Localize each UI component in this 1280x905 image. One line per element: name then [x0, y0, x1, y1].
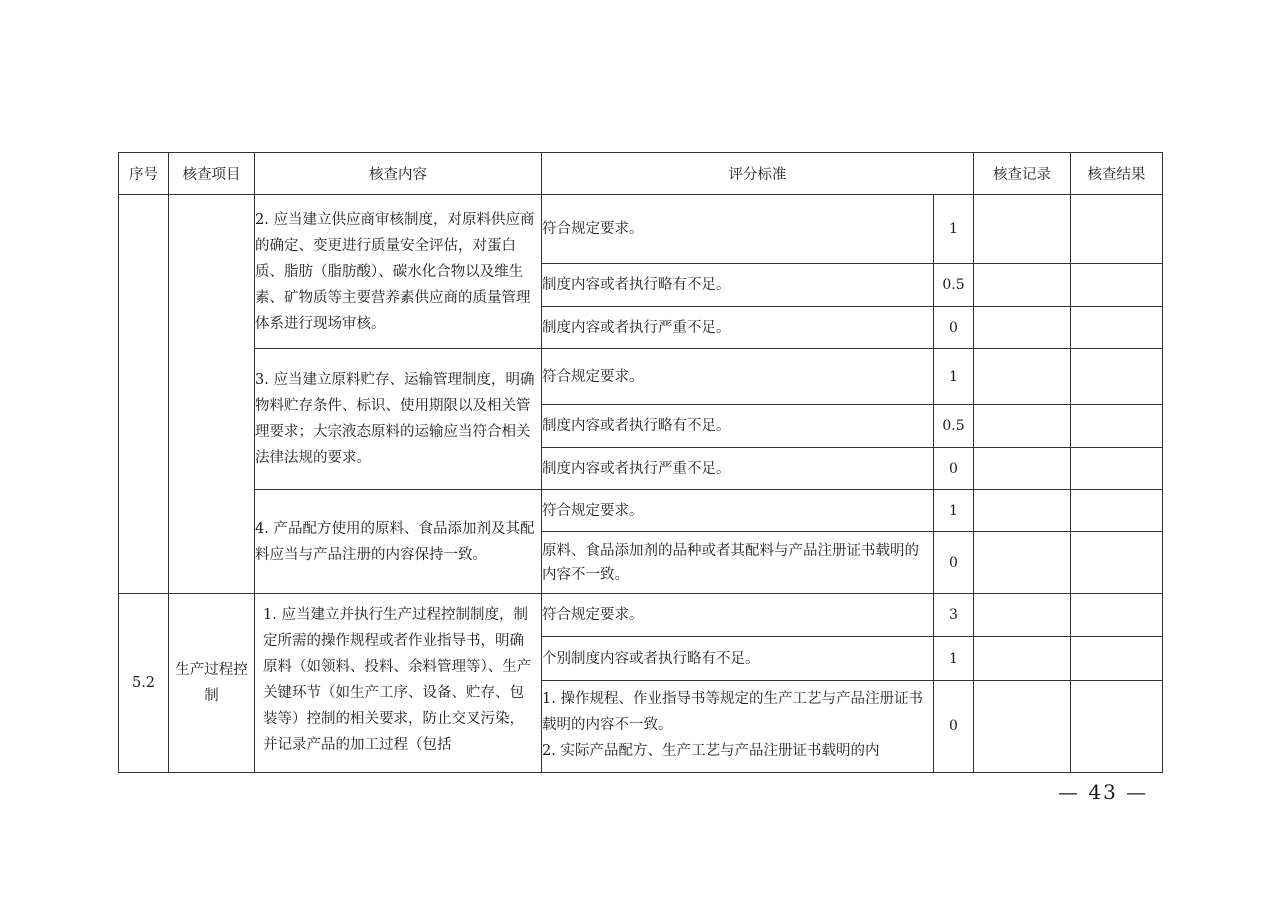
content-cell: 3. 应当建立原料贮存、运输管理制度，明确物料贮存条件、标识、使用期限以及相关管理要求；大宗液态原料的运输应当符合相关法律法规的要求。	[255, 349, 542, 490]
table-header-row	[119, 153, 1163, 195]
header-record: 核查记录	[974, 153, 1071, 195]
record-cell[interactable]	[974, 594, 1071, 637]
criterion-cell: 原料、食品添加剂的品种或者其配料与产品注册证书载明的内容不一致。	[542, 532, 934, 594]
result-cell[interactable]	[1071, 195, 1163, 264]
record-cell[interactable]	[974, 307, 1071, 349]
criterion-cell: 制度内容或者执行略有不足。	[542, 405, 934, 448]
record-cell[interactable]	[974, 637, 1071, 680]
header-criteria: 评分标准	[542, 153, 974, 195]
content-text: 1. 应当建立并执行生产过程控制制度，制定所需的操作规程或者作业指导书，明确原料（如领料、投料、余料管理等）、生产关键环节（如生产工序、设备、贮存、包装等）控制的相关要求，防止交叉污染，并记录产品的加工过程（包括	[263, 607, 532, 753]
criterion-cell: 符合规定要求。	[542, 490, 934, 532]
table-row	[119, 594, 1163, 637]
score-cell: 0	[934, 448, 974, 490]
table-row	[119, 349, 1163, 405]
section-item: 生产过程控制	[169, 594, 255, 773]
header-item: 核查项目	[169, 153, 255, 195]
result-cell[interactable]	[1071, 448, 1163, 490]
score-cell: 0	[934, 680, 974, 772]
result-cell[interactable]	[1071, 490, 1163, 532]
score-cell: 1	[934, 349, 974, 405]
page-number: — 43 —	[1058, 780, 1149, 804]
result-cell[interactable]	[1071, 307, 1163, 349]
score-cell: 0	[934, 307, 974, 349]
item-cell-empty	[169, 195, 255, 594]
result-cell[interactable]	[1071, 680, 1163, 772]
criterion-cell	[542, 680, 934, 772]
result-cell[interactable]	[1071, 405, 1163, 448]
section-number: 5.2	[119, 594, 169, 773]
score-cell: 3	[934, 594, 974, 637]
score-cell: 1	[934, 195, 974, 264]
table-row	[119, 490, 1163, 532]
record-cell[interactable]	[974, 405, 1071, 448]
criterion-cell: 制度内容或者执行严重不足。	[542, 307, 934, 349]
inspection-table	[118, 152, 1163, 773]
header-result: 核查结果	[1071, 153, 1163, 195]
result-cell[interactable]	[1071, 264, 1163, 307]
content-cell	[255, 594, 542, 773]
header-no: 序号	[119, 153, 169, 195]
record-cell[interactable]	[974, 680, 1071, 772]
record-cell[interactable]	[974, 490, 1071, 532]
record-cell[interactable]	[974, 532, 1071, 594]
result-cell[interactable]	[1071, 349, 1163, 405]
result-cell[interactable]	[1071, 532, 1163, 594]
record-cell[interactable]	[974, 349, 1071, 405]
criterion-line-1: 1. 操作规程、作业指导书等规定的生产工艺与产品注册证书载明的内容不一致。	[542, 691, 923, 734]
criterion-cell: 符合规定要求。	[542, 594, 934, 637]
criterion-cell: 制度内容或者执行严重不足。	[542, 448, 934, 490]
score-cell: 1	[934, 490, 974, 532]
content-cell: 4. 产品配方使用的原料、食品添加剂及其配料应当与产品注册的内容保持一致。	[255, 490, 542, 594]
score-cell: 1	[934, 637, 974, 680]
criterion-cell: 符合规定要求。	[542, 349, 934, 405]
record-cell[interactable]	[974, 448, 1071, 490]
no-cell-empty	[119, 195, 169, 594]
result-cell[interactable]	[1071, 637, 1163, 680]
table-row	[119, 195, 1163, 264]
content-cell: 2. 应当建立供应商审核制度，对原料供应商的确定、变更进行质量安全评估，对蛋白质、脂肪（脂肪酸）、碳水化合物以及维生素、矿物质等主要营养素供应商的质量管理体系进行现场审核。	[255, 195, 542, 349]
criterion-line-2: 2. 实际产品配方、生产工艺与产品注册证书载明的内	[542, 743, 880, 760]
criterion-cell: 符合规定要求。	[542, 195, 934, 264]
result-cell[interactable]	[1071, 594, 1163, 637]
record-cell[interactable]	[974, 195, 1071, 264]
record-cell[interactable]	[974, 264, 1071, 307]
criterion-cell: 个别制度内容或者执行略有不足。	[542, 637, 934, 680]
criterion-cell: 制度内容或者执行略有不足。	[542, 264, 934, 307]
score-cell: 0.5	[934, 264, 974, 307]
header-content: 核查内容	[255, 153, 542, 195]
score-cell: 0	[934, 532, 974, 594]
score-cell: 0.5	[934, 405, 974, 448]
